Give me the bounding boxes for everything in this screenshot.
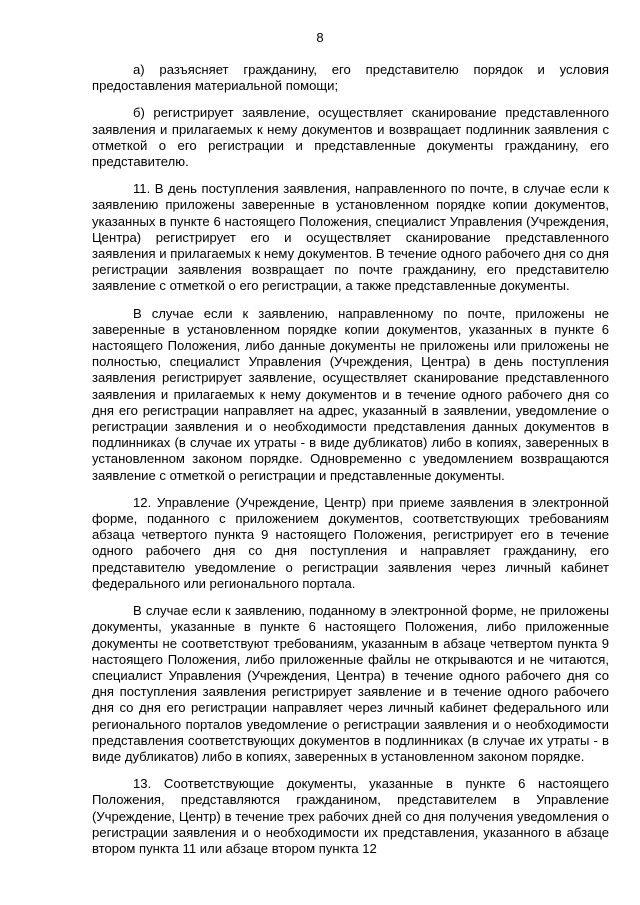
paragraph-a: а) разъясняет гражданину, его представителю порядок и условия предоставления материальной помощи;: [92, 62, 609, 94]
paragraph-b: б) регистрирует заявление, осуществляет сканирование представленного заявления и прилагаемых к нему документов и возвращает подлинник заявления с отметкой о его регистрации и представленные документы гражданину, его представителю.: [92, 105, 609, 170]
paragraph-13: 13. Соответствующие документы, указанные в пункте 6 настоящего Положения, представляются гражданином, представителем в Управление (Учреждение, Центр) в течение трех рабочих дней со дня получения уведомления о регистрации заявления и о необходимости их представления, указанного в абзаце втором пункта 11 или абзаце втором пункта 12: [92, 776, 609, 856]
page-number: 8: [316, 30, 324, 45]
document-body: [92, 62, 609, 868]
paragraph-12: 12. Управление (Учреждение, Центр) при приеме заявления в электронной форме, поданного с приложением документов, соответствующих требованиям абзаца четвертого пункта 9 настоящего Положения, регистрирует его в течение одного рабочего дня со дня поступления и направляет гражданину, его представителю уведомление о регистрации заявления через личный кабинет федерального или регионального портала.: [92, 494, 609, 591]
paragraph-11-postal-incomplete: В случае если к заявлению, направленному по почте, приложены не заверенные в установленном порядке копии документов, указанных в пункте 6 настоящего Положения, либо данные документы не приложены или приложены не полностью, специалист Управления (Учреждения, Центра) в день поступления заявления регистрирует заявление, осуществляет сканирование представленного заявления и прилагаемых к нему документов и в течение одного рабочего дня со дня его регистрации направляет на адрес, указанный в заявлении, уведомление о регистрации заявления и о необходимости представления данных документов в подлинниках (в случае их утраты - в виде дубликатов) либо в копиях, заверенных в установленном законом порядке. Одновременно с уведомлением возвращаются заявление с отметкой о регистрации и представленные документы.: [92, 305, 609, 483]
paragraph-12-electronic-incomplete: В случае если к заявлению, поданному в электронной форме, не приложены документы, указанные в пункте 6 настоящего Положения, либо приложенные документы не соответствуют требованиям, указанным в абзаце четвертом пункта 9 настоящего Положения, либо приложенные файлы не открываются и не читаются, специалист Управления (Учреждения, Центра) в течение одного рабочего дня со дня поступления заявления регистрирует заявление и в течение одного рабочего дня со дня его регистрации направляет через личный кабинет федерального или регионального порталов уведомление о регистрации заявления и о необходимости представления соответствующих документов в подлинниках (в случае их утраты - в виде дубликатов) либо в копиях, заверенных в установленном законом порядке.: [92, 603, 609, 764]
paragraph-11: 11. В день поступления заявления, направленного по почте, в случае если к заявлению приложены заверенные в установленном порядке копии документов, указанных в пункте 6 настоящего Положения, специалист Управления (Учреждения, Центра) регистрирует его и осуществляет сканирование представленного заявления и прилагаемых к нему документов. В течение одного рабочего дня со дня регистрации заявления возвращает по почте гражданину, его представителю заявление с отметкой о его регистрации, а также представленные документы.: [92, 181, 609, 294]
